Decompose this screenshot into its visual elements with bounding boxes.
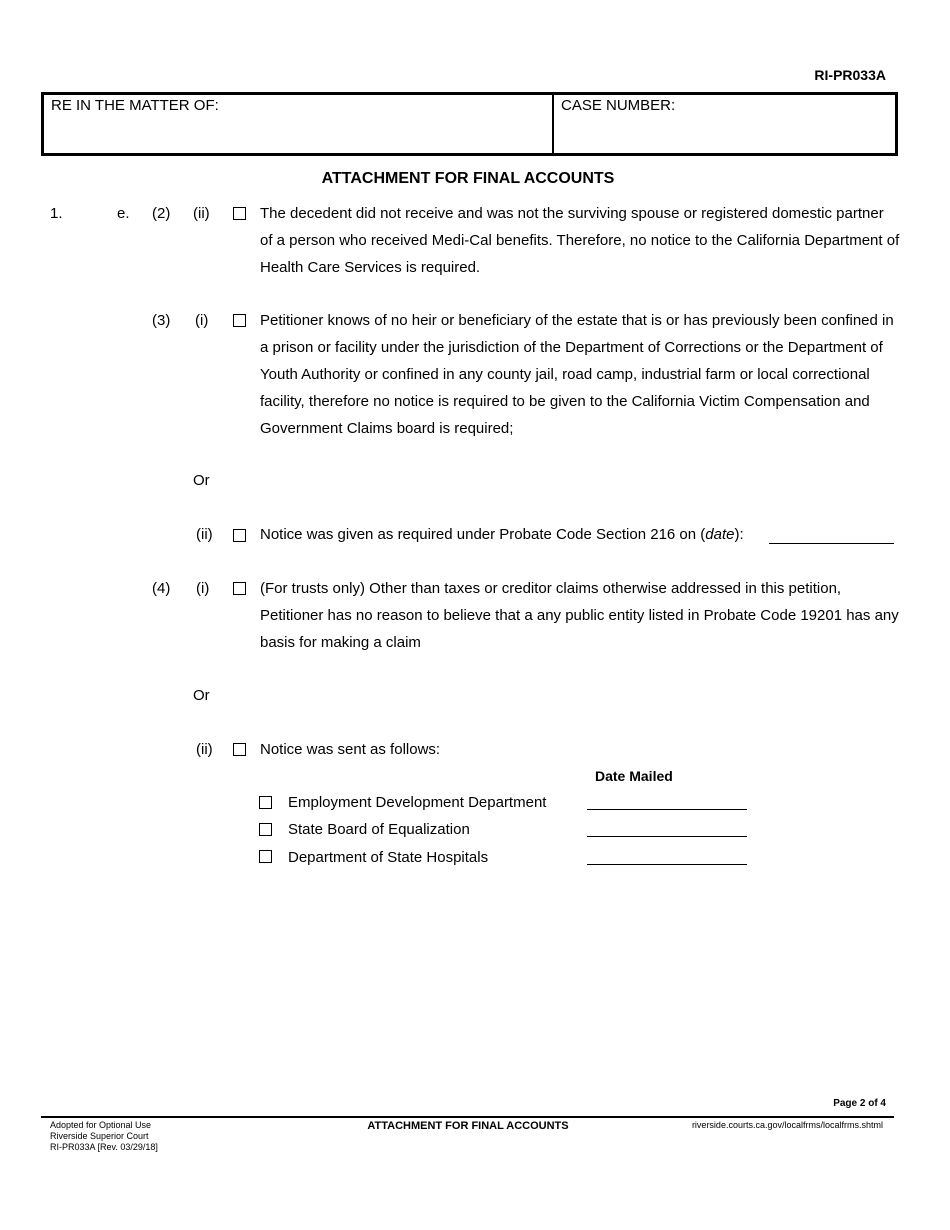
checkbox-e3ii[interactable]	[233, 529, 246, 542]
item-e3ii-suffix: ):	[734, 526, 744, 543]
item-e2ii-text: The decedent did not receive and was not the surviving spouse or registered domestic partner of a person who received Medi-Cal benefits. Therefore, no notice to the California Department of Health Care Services is required.	[260, 205, 900, 276]
date-word: date	[705, 526, 735, 543]
date-mailed-field-edd[interactable]	[587, 809, 747, 810]
notice-date-field[interactable]	[769, 543, 894, 544]
matter-label: RE IN THE MATTER OF:	[51, 97, 219, 114]
checkbox-e2ii[interactable]	[233, 207, 246, 220]
item-e3i-text: Petitioner knows of no heir or beneficiary of the estate that is or has previously been confined in a prison or facility under the jurisdiction of the Department of Corrections or the Department of Youth Authority or confined in any county jail, road camp, industrial farm or local correctional facility, therefore no notice is required to be given to the California Victim Compensation and Government Claims board is required;	[260, 312, 894, 437]
roman-marker-ii: (ii)	[193, 205, 210, 222]
page-number: Page 2 of 4	[833, 1098, 886, 1109]
checkbox-e4ii[interactable]	[233, 743, 246, 756]
item-number: 1.	[50, 205, 63, 222]
item-e3ii-prefix: Notice was given as required under Probate Code Section 216 on (	[260, 526, 706, 543]
item-letter: e.	[117, 205, 130, 222]
roman-marker-ii: (ii)	[196, 526, 213, 543]
agency-label: State Board of Equalization	[288, 821, 470, 838]
case-number-label: CASE NUMBER:	[561, 97, 676, 114]
matter-cell[interactable]	[44, 95, 554, 153]
sub-marker-3: (3)	[152, 312, 171, 329]
item-e4i-text: (For trusts only) Other than taxes or creditor claims otherwise addressed in this petition, Petitioner has no reason to believe that a any public entity listed in Probate Code 19201 has any basis for making a claim	[260, 580, 899, 651]
checkbox-e4i[interactable]	[233, 582, 246, 595]
roman-marker-i: (i)	[195, 312, 209, 329]
date-mailed-field-boe[interactable]	[587, 836, 747, 837]
item-e4ii-text: Notice was sent as follows:	[260, 741, 441, 758]
agency-label: Department of State Hospitals	[288, 849, 489, 866]
checkbox-agency-edd[interactable]	[259, 796, 272, 809]
date-mailed-header: Date Mailed	[595, 768, 673, 784]
sub-marker-4: (4)	[152, 580, 171, 597]
roman-marker-i: (i)	[196, 580, 210, 597]
checkbox-agency-boe[interactable]	[259, 823, 272, 836]
footer-url[interactable]: riverside.courts.ca.gov/localfrms/localfrms.shtml	[691, 1120, 883, 1130]
case-header-box	[41, 92, 898, 156]
case-number-cell[interactable]	[554, 95, 895, 153]
date-mailed-field-dsh[interactable]	[587, 864, 747, 865]
checkbox-e3i[interactable]	[233, 314, 246, 327]
sub-marker-2: (2)	[152, 205, 171, 222]
footer-rule	[41, 1116, 894, 1118]
footer-revision: RI-PR033A [Rev. 03/29/18]	[50, 1142, 158, 1152]
checkbox-agency-dsh[interactable]	[259, 850, 272, 863]
page-title: ATTACHMENT FOR FINAL ACCOUNTS	[321, 170, 615, 187]
footer-adopted: Adopted for Optional Use	[50, 1120, 152, 1130]
or-separator: Or	[193, 472, 210, 489]
roman-marker-ii: (ii)	[196, 741, 213, 758]
footer-court: Riverside Superior Court	[50, 1131, 149, 1141]
form-id: RI-PR033A	[814, 67, 886, 83]
or-separator: Or	[193, 687, 210, 704]
footer-title: ATTACHMENT FOR FINAL ACCOUNTS	[367, 1120, 569, 1132]
agency-label: Employment Development Department	[288, 794, 547, 811]
item-e3ii-text	[260, 521, 744, 548]
